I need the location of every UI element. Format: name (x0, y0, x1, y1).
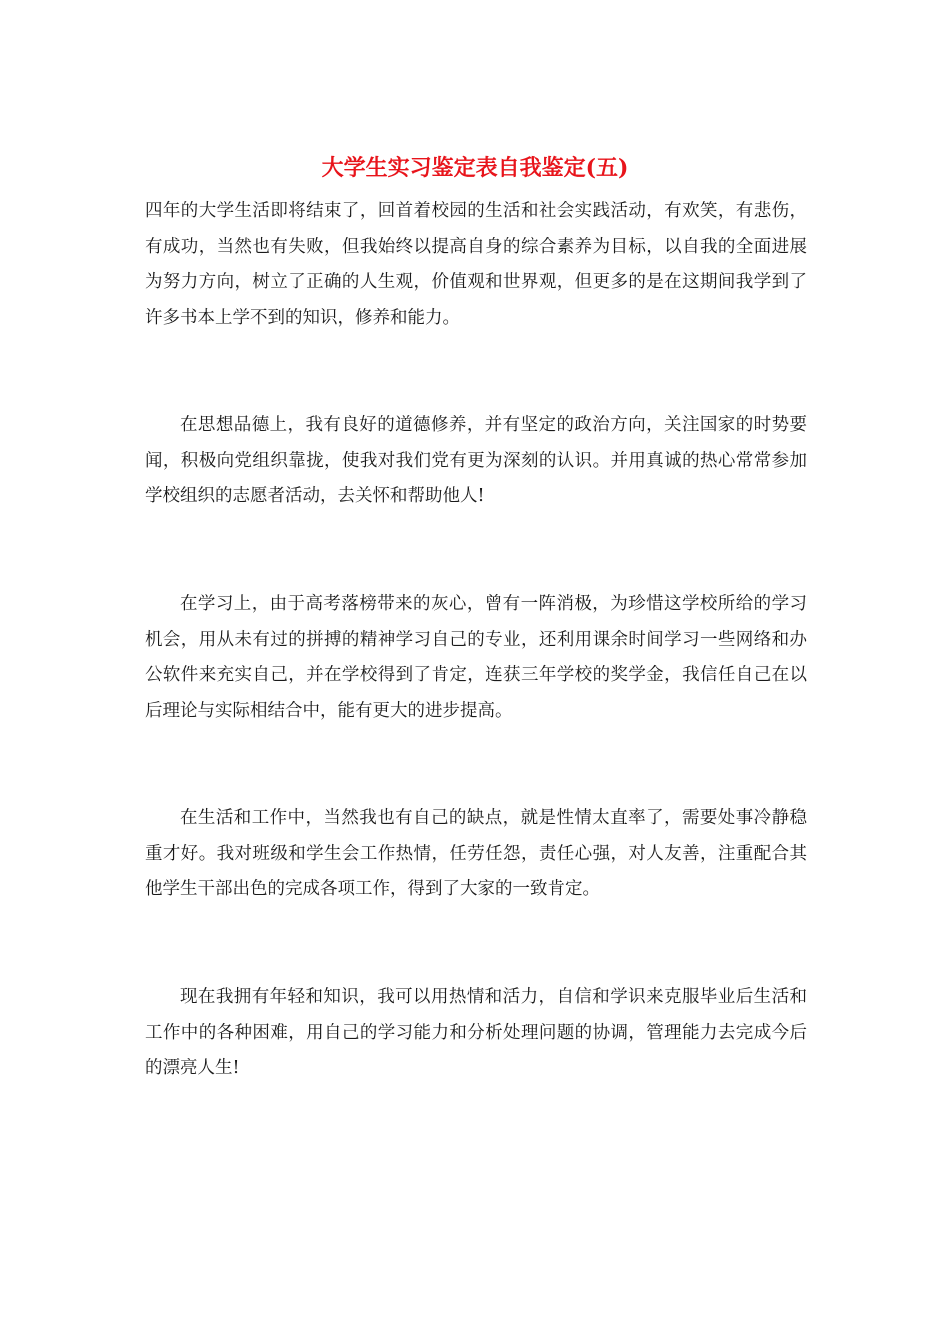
paragraph-intro: 四年的大学生活即将结束了，回首着校园的生活和社会实践活动，有欢笑，有悲伤，有成功，当然也有失败，但我始终以提高自身的综合素养为目标，以自我的全面进展为努力方向，树立了正确的人生观，价值观和世界观，但更多的是在这期间我学到了许多书本上学不到的知识，修养和能力。 (145, 201, 807, 328)
paragraph-future: 现在我拥有年轻和知识，我可以用热情和活力，自信和学识来克服毕业后生活和工作中的各种困难，用自己的学习能力和分析处理问题的协调，管理能力去完成今后的漂亮人生! (145, 987, 807, 1078)
paragraph-study: 在学习上，由于高考落榜带来的灰心，曾有一阵消极，为珍惜这学校所给的学习机会，用从未有过的拼搏的精神学习自己的专业，还利用课余时间学习一些网络和办公软件来充实自己，并在学校得到了肯定，连获三年学校的奖学金，我信任自己在以后理论与实际相结合中，能有更大的进步提高。 (145, 594, 807, 721)
paragraph-life-work: 在生活和工作中，当然我也有自己的缺点，就是性情太直率了，需要处事冷静稳重才好。我对班级和学生会工作热情，任劳任怨，责任心强，对人友善，注重配合其他学生干部出色的完成各项工作，得到了大家的一致肯定。 (145, 808, 807, 899)
document-title: 大学生实习鉴定表自我鉴定(五) (321, 155, 629, 181)
paragraph-morality: 在思想品德上，我有良好的道德修养，并有坚定的政治方向，关注国家的时势要闻，积极向党组织靠拢，使我对我们党有更为深刻的认识。并用真诚的热心常常参加学校组织的志愿者活动，去关怀和帮助他人! (145, 415, 807, 506)
